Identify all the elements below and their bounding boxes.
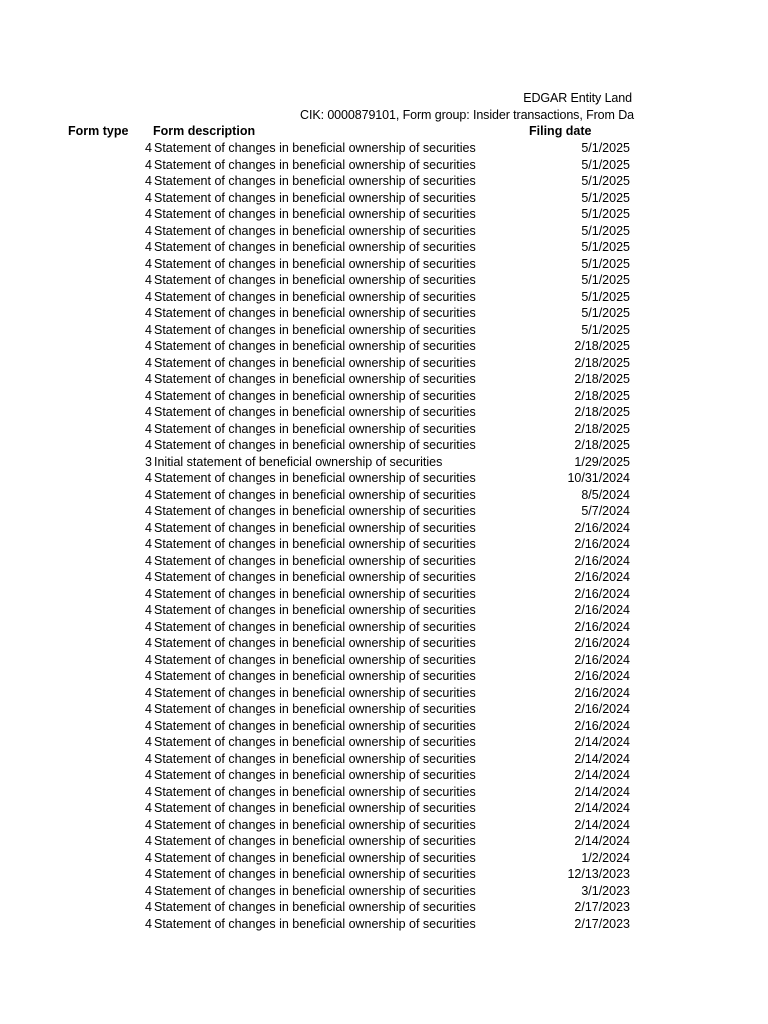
form-description-cell: Statement of changes in beneficial ownership of securities [154, 619, 476, 634]
table-row [0, 338, 768, 355]
form-description-cell: Statement of changes in beneficial ownership of securities [154, 735, 476, 749]
filing-date-cell: 3/1/2023 [581, 883, 630, 898]
form-description-cell: Statement of changes in beneficial ownership of securities [154, 867, 476, 881]
form-description-cell: Statement of changes in beneficial ownership of securities [154, 834, 476, 848]
form-type-cell: 4 [145, 223, 152, 238]
filing-date-cell: 8/5/2024 [581, 487, 630, 502]
form-type-cell: 4 [145, 669, 152, 683]
table-row [0, 767, 768, 784]
form-type-cell: 4 [145, 570, 152, 584]
form-type-cell: 4 [145, 850, 152, 865]
filing-date-cell: 2/16/2024 [574, 553, 630, 568]
form-description-cell: Statement of changes in beneficial ownership of securities [154, 174, 476, 188]
form-description-cell: Statement of changes in beneficial ownership of securities [154, 273, 476, 287]
filing-date-cell: 2/18/2025 [574, 438, 630, 452]
filing-date-cell: 2/18/2025 [574, 405, 630, 419]
form-description-cell: Statement of changes in beneficial ownership of securities [154, 718, 476, 733]
form-description-cell: Statement of changes in beneficial ownership of securities [154, 190, 476, 205]
table-row [0, 487, 768, 504]
form-description-cell: Statement of changes in beneficial ownership of securities [154, 883, 476, 898]
table-row [0, 635, 768, 652]
form-type-cell: 4 [145, 504, 152, 518]
form-description-cell: Statement of changes in beneficial ownership of securities [154, 685, 476, 700]
table-row [0, 553, 768, 570]
report-title: EDGAR Entity Land [523, 91, 632, 105]
form-description-cell: Statement of changes in beneficial ownership of securities [154, 306, 476, 320]
form-type-cell: 4 [145, 520, 152, 535]
table-row [0, 223, 768, 240]
table-row [0, 289, 768, 306]
form-type-cell: 4 [145, 322, 152, 337]
form-type-cell: 4 [145, 685, 152, 700]
table-row [0, 602, 768, 619]
form-type-cell: 4 [145, 735, 152, 749]
filing-date-cell: 5/1/2025 [581, 190, 630, 205]
form-description-cell: Statement of changes in beneficial ownership of securities [154, 553, 476, 568]
form-description-cell: Statement of changes in beneficial ownership of securities [154, 751, 476, 766]
form-description-cell: Initial statement of beneficial ownership of securities [154, 454, 443, 469]
form-type-cell: 4 [145, 157, 152, 172]
form-description-cell: Statement of changes in beneficial ownership of securities [154, 141, 476, 155]
form-description-cell: Statement of changes in beneficial ownership of securities [154, 388, 476, 403]
filing-date-cell: 2/16/2024 [574, 636, 630, 650]
form-description-cell: Statement of changes in beneficial ownership of securities [154, 471, 476, 485]
form-type-cell: 3 [145, 454, 152, 469]
table-row [0, 569, 768, 586]
form-description-cell: Statement of changes in beneficial ownership of securities [154, 355, 476, 370]
form-description-cell: Statement of changes in beneficial ownership of securities [154, 586, 476, 601]
form-description-cell: Statement of changes in beneficial ownership of securities [154, 669, 476, 683]
filing-date-cell: 2/18/2025 [574, 421, 630, 436]
filing-date-cell: 2/14/2024 [574, 751, 630, 766]
filing-date-cell: 2/14/2024 [574, 768, 630, 782]
form-description-cell: Statement of changes in beneficial ownership of securities [154, 636, 476, 650]
form-description-cell: Statement of changes in beneficial ownership of securities [154, 652, 476, 667]
table-row [0, 173, 768, 190]
filing-date-cell: 2/18/2025 [574, 388, 630, 403]
filing-date-cell: 12/13/2023 [567, 867, 630, 881]
filing-date-cell: 2/17/2023 [574, 916, 630, 931]
filing-date-cell: 5/1/2025 [581, 306, 630, 320]
form-type-cell: 4 [145, 438, 152, 452]
filing-date-cell: 2/14/2024 [574, 735, 630, 749]
form-description-cell: Statement of changes in beneficial ownership of securities [154, 520, 476, 535]
form-description-cell: Statement of changes in beneficial ownership of securities [154, 421, 476, 436]
form-description-cell: Statement of changes in beneficial ownership of securities [154, 339, 476, 353]
form-type-cell: 4 [145, 801, 152, 815]
form-type-cell: 4 [145, 768, 152, 782]
filing-date-cell: 2/16/2024 [574, 586, 630, 601]
table-row [0, 916, 768, 933]
filing-date-cell: 1/29/2025 [574, 454, 630, 469]
form-type-cell: 4 [145, 207, 152, 221]
form-type-cell: 4 [145, 372, 152, 386]
table-row [0, 800, 768, 817]
column-header-filing-date: Filing date [529, 124, 592, 138]
table-row [0, 157, 768, 174]
filing-date-cell: 2/18/2025 [574, 339, 630, 353]
column-header-form-description: Form description [153, 124, 256, 138]
table-row [0, 520, 768, 537]
form-type-cell: 4 [145, 190, 152, 205]
form-type-cell: 4 [145, 817, 152, 832]
filing-date-cell: 2/14/2024 [574, 817, 630, 832]
form-description-cell: Statement of changes in beneficial ownership of securities [154, 240, 476, 254]
filing-date-cell: 2/16/2024 [574, 718, 630, 733]
form-description-cell: Statement of changes in beneficial ownership of securities [154, 289, 476, 304]
form-type-cell: 4 [145, 141, 152, 155]
form-type-cell: 4 [145, 174, 152, 188]
table-row [0, 437, 768, 454]
form-type-cell: 4 [145, 487, 152, 502]
form-description-cell: Statement of changes in beneficial ownership of securities [154, 817, 476, 832]
column-header-form-type: Form type [68, 124, 129, 138]
table-row [0, 272, 768, 289]
table-row [0, 685, 768, 702]
form-description-cell: Statement of changes in beneficial ownership of securities [154, 256, 476, 271]
form-type-cell: 4 [145, 553, 152, 568]
form-description-cell: Statement of changes in beneficial ownership of securities [154, 570, 476, 584]
filing-date-cell: 2/14/2024 [574, 784, 630, 799]
form-type-cell: 4 [145, 636, 152, 650]
filing-date-cell: 5/1/2025 [581, 223, 630, 238]
table-row [0, 718, 768, 735]
form-type-cell: 4 [145, 751, 152, 766]
form-description-cell: Statement of changes in beneficial ownership of securities [154, 702, 476, 716]
form-type-cell: 4 [145, 718, 152, 733]
filing-date-cell: 5/1/2025 [581, 256, 630, 271]
form-type-cell: 4 [145, 867, 152, 881]
form-description-cell: Statement of changes in beneficial ownership of securities [154, 504, 476, 518]
filing-date-cell: 2/16/2024 [574, 652, 630, 667]
form-type-cell: 4 [145, 355, 152, 370]
form-type-cell: 4 [145, 652, 152, 667]
form-description-cell: Statement of changes in beneficial ownership of securities [154, 801, 476, 815]
form-description-cell: Statement of changes in beneficial ownership of securities [154, 405, 476, 419]
filing-date-cell: 2/16/2024 [574, 619, 630, 634]
filing-date-cell: 2/16/2024 [574, 537, 630, 551]
table-row [0, 652, 768, 669]
form-type-cell: 4 [145, 603, 152, 617]
form-type-cell: 4 [145, 900, 152, 914]
form-description-cell: Statement of changes in beneficial ownership of securities [154, 487, 476, 502]
form-type-cell: 4 [145, 586, 152, 601]
table-row [0, 850, 768, 867]
table-row [0, 817, 768, 834]
form-type-cell: 4 [145, 537, 152, 551]
table-row [0, 322, 768, 339]
table-row [0, 371, 768, 388]
table-row [0, 388, 768, 405]
form-type-cell: 4 [145, 421, 152, 436]
filing-date-cell: 2/16/2024 [574, 685, 630, 700]
filing-date-cell: 5/1/2025 [581, 289, 630, 304]
form-type-cell: 4 [145, 273, 152, 287]
table-row [0, 239, 768, 256]
filing-date-cell: 2/16/2024 [574, 603, 630, 617]
table-row [0, 619, 768, 636]
filing-date-cell: 2/16/2024 [574, 702, 630, 716]
filing-date-cell: 5/1/2025 [581, 157, 630, 172]
filing-date-cell: 2/14/2024 [574, 834, 630, 848]
form-description-cell: Statement of changes in beneficial ownership of securities [154, 223, 476, 238]
form-description-cell: Statement of changes in beneficial ownership of securities [154, 850, 476, 865]
table-row [0, 536, 768, 553]
form-description-cell: Statement of changes in beneficial ownership of securities [154, 603, 476, 617]
table-row [0, 883, 768, 900]
form-type-cell: 4 [145, 339, 152, 353]
filing-date-cell: 2/17/2023 [574, 900, 630, 914]
form-type-cell: 4 [145, 883, 152, 898]
filing-date-cell: 2/14/2024 [574, 801, 630, 815]
table-row [0, 833, 768, 850]
table-row [0, 503, 768, 520]
table-row [0, 586, 768, 603]
form-description-cell: Statement of changes in beneficial ownership of securities [154, 900, 476, 914]
form-type-cell: 4 [145, 256, 152, 271]
table-row [0, 899, 768, 916]
form-type-cell: 4 [145, 289, 152, 304]
table-row [0, 206, 768, 223]
form-type-cell: 4 [145, 916, 152, 931]
form-type-cell: 4 [145, 306, 152, 320]
table-row [0, 421, 768, 438]
form-description-cell: Statement of changes in beneficial ownership of securities [154, 768, 476, 782]
filing-date-cell: 2/16/2024 [574, 520, 630, 535]
table-row [0, 668, 768, 685]
filing-date-cell: 2/18/2025 [574, 355, 630, 370]
filing-date-cell: 5/1/2025 [581, 240, 630, 254]
table-row [0, 751, 768, 768]
filing-date-cell: 5/1/2025 [581, 174, 630, 188]
filing-date-cell: 2/16/2024 [574, 669, 630, 683]
filings-table-body [0, 140, 768, 932]
form-description-cell: Statement of changes in beneficial ownership of securities [154, 537, 476, 551]
table-row [0, 866, 768, 883]
table-row [0, 140, 768, 157]
table-row [0, 190, 768, 207]
table-row [0, 256, 768, 273]
form-type-cell: 4 [145, 702, 152, 716]
form-description-cell: Statement of changes in beneficial ownership of securities [154, 438, 476, 452]
table-header [0, 123, 768, 139]
table-row [0, 454, 768, 471]
filing-date-cell: 5/1/2025 [581, 273, 630, 287]
table-row [0, 470, 768, 487]
form-type-cell: 4 [145, 388, 152, 403]
table-row [0, 701, 768, 718]
filing-date-cell: 5/7/2024 [581, 504, 630, 518]
form-type-cell: 4 [145, 834, 152, 848]
form-description-cell: Statement of changes in beneficial ownership of securities [154, 784, 476, 799]
filing-date-cell: 10/31/2024 [567, 471, 630, 485]
form-type-cell: 4 [145, 471, 152, 485]
filing-date-cell: 2/16/2024 [574, 570, 630, 584]
table-row [0, 784, 768, 801]
form-type-cell: 4 [145, 784, 152, 799]
form-description-cell: Statement of changes in beneficial ownership of securities [154, 157, 476, 172]
table-row [0, 404, 768, 421]
table-row [0, 305, 768, 322]
filing-date-cell: 1/2/2024 [581, 850, 630, 865]
form-type-cell: 4 [145, 405, 152, 419]
form-description-cell: Statement of changes in beneficial ownership of securities [154, 916, 476, 931]
filing-date-cell: 5/1/2025 [581, 207, 630, 221]
form-type-cell: 4 [145, 619, 152, 634]
report-subtitle: CIK: 0000879101, Form group: Insider transactions, From Da [300, 108, 634, 122]
filing-date-cell: 5/1/2025 [581, 141, 630, 155]
filing-date-cell: 5/1/2025 [581, 322, 630, 337]
table-row [0, 355, 768, 372]
form-description-cell: Statement of changes in beneficial ownership of securities [154, 207, 476, 221]
filing-date-cell: 2/18/2025 [574, 372, 630, 386]
form-description-cell: Statement of changes in beneficial ownership of securities [154, 322, 476, 337]
table-row [0, 734, 768, 751]
form-description-cell: Statement of changes in beneficial ownership of securities [154, 372, 476, 386]
form-type-cell: 4 [145, 240, 152, 254]
